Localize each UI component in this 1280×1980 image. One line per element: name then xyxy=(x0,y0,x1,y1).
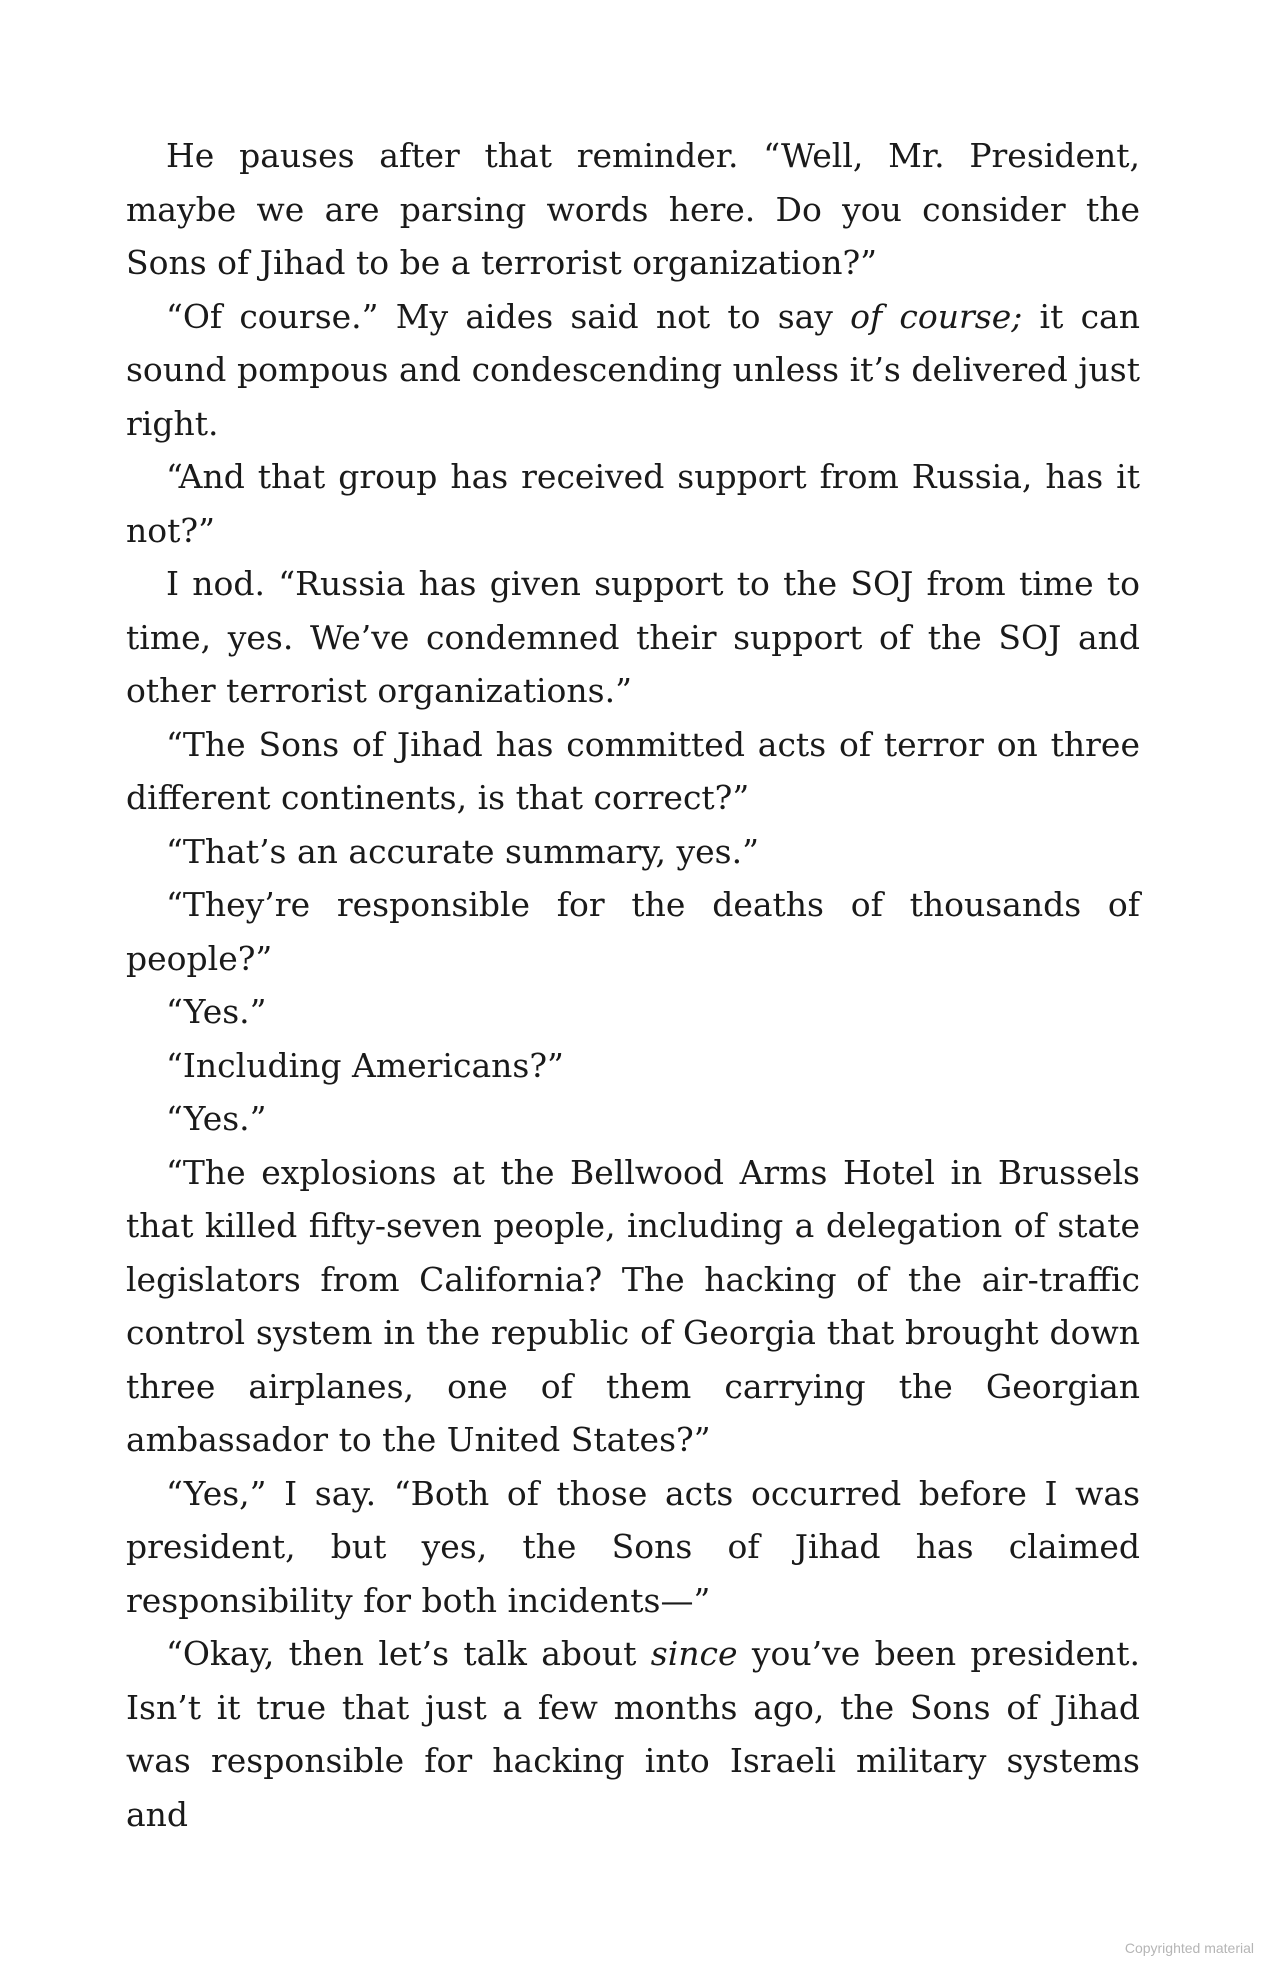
paragraph: “Including Americans?” xyxy=(166,1045,564,1085)
book-page-text xyxy=(126,129,1140,1841)
paragraph: “And that group has received support from Russia, has it not?” xyxy=(126,457,1140,550)
copyright-notice: Copyrighted material xyxy=(1124,1940,1254,1956)
paragraph: “The Sons of Jihad has committed acts of terror on three different continents, is that correct?” xyxy=(126,724,1140,817)
paragraph: He pauses after that reminder. “Well, Mr. President, maybe we are parsing words here. Do you consider the Sons of Jihad to be a terrorist organization?” xyxy=(126,136,1140,282)
paragraph: “Of course.” My aides said not to say of course; it can sound pompous and condescending unless it’s delivered just right. xyxy=(126,296,1140,443)
italic-phrase: of course; xyxy=(850,296,1023,336)
paragraph: “That’s an accurate summary, yes.” xyxy=(166,831,759,871)
paragraph: “They’re responsible for the deaths of thousands of people?” xyxy=(126,885,1140,978)
paragraph: I nod. “Russia has given support to the SOJ from time to time, yes. We’ve condemned their support of the SOJ and other terrorist organizations.” xyxy=(126,564,1140,710)
paragraph: “Okay, then let’s talk about since you’ve been president. Isn’t it true that just a few months ago, the Sons of Jihad was responsible for hacking into Israeli military systems and xyxy=(126,1634,1140,1834)
paragraph: “Yes.” xyxy=(166,1099,267,1138)
italic-phrase: since xyxy=(650,1634,738,1673)
paragraph: “Yes,” I say. “Both of those acts occurred before I was president, but yes, the Sons of Jihad has claimed responsibility for both incidents—” xyxy=(126,1473,1140,1620)
paragraph: “The explosions at the Bellwood Arms Hotel in Brussels that killed fifty-seven people, including a delegation of state legislators from California? The hacking of the air-traffic control system in the republic of Georgia that brought down three airplanes, one of them carrying the Georgian ambassador to the United States?” xyxy=(126,1152,1140,1459)
paragraph: “Yes.” xyxy=(166,992,267,1031)
